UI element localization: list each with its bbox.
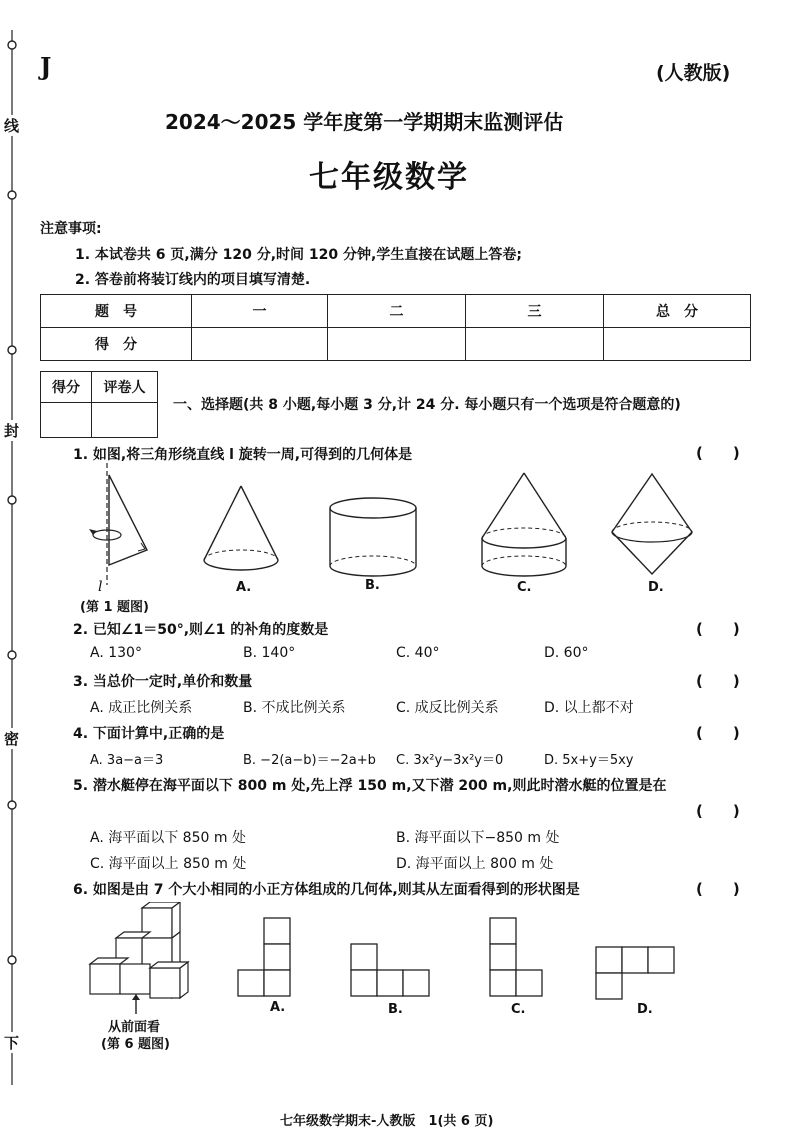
q3-option-b: B. 不成比例关系 [243, 700, 346, 716]
score-cell-3[interactable] [466, 328, 604, 361]
q6-option-b-label: B. [388, 1002, 403, 1017]
q2-option-b: B. 140° [243, 645, 296, 661]
binding-label-down: 下 [4, 1034, 20, 1052]
q6-option-a-shape [236, 916, 296, 1001]
question-5-stem: 5. 潜水艇停在海平面以下 800 m 处,先上浮 150 m,又下潜 200 m,则此时潜水艇的位置是在 [73, 778, 667, 794]
q4-option-a: A. 3a−a＝3 [90, 753, 164, 768]
edition-label: (人教版) [656, 62, 731, 84]
q3-option-d: D. 以上都不对 [544, 700, 634, 716]
q2-option-d: D. 60° [544, 645, 589, 661]
question-3-answer-blank[interactable]: ( ) [696, 672, 740, 690]
grader-box [40, 371, 158, 438]
binding-line [0, 0, 30, 1121]
q1-option-a-label: A. [236, 580, 252, 595]
q1-option-c-cone-on-cylinder [474, 468, 574, 598]
score-row-label: 得 分 [41, 328, 192, 361]
grader-name-label: 评卷人 [92, 372, 158, 403]
q6-figure-caption: (第 6 题图) [101, 1037, 170, 1052]
q6-option-a-label: A. [270, 1000, 286, 1015]
score-header-1: 一 [192, 295, 328, 328]
q4-option-b: B. −2(a−b)＝−2a+b [243, 753, 376, 768]
question-1-answer-blank[interactable]: ( ) [696, 444, 740, 462]
q3-option-a: A. 成正比例关系 [90, 700, 193, 716]
question-1-stem: 1. 如图,将三角形绕直线 l 旋转一周,可得到的几何体是 [73, 447, 413, 463]
q6-option-d-shape [594, 945, 684, 1005]
score-header-3: 三 [466, 295, 604, 328]
score-header-label: 题 号 [41, 295, 192, 328]
q1-option-c-label: C. [517, 580, 532, 595]
binding-label-line: 线 [4, 117, 20, 135]
question-2-stem: 2. 已知∠1＝50°,则∠1 的补角的度数是 [73, 622, 329, 638]
binding-label-secret: 密 [4, 730, 20, 748]
q1-option-d-double-cone [607, 470, 697, 580]
q4-option-c: C. 3x²y−3x²y＝0 [396, 753, 504, 768]
question-5-answer-blank[interactable]: ( ) [696, 802, 740, 820]
section1-title: 一、选择题(共 8 小题,每小题 3 分,计 24 分. 每小题只有一个选项是符合题意的) [173, 397, 681, 413]
binding-label-seal: 封 [4, 422, 20, 440]
notes-heading: 注意事项: [40, 221, 102, 237]
score-header-2: 二 [328, 295, 466, 328]
page-footer: 七年级数学期末-人教版 1(共 6 页) [280, 1114, 494, 1129]
q5-option-a: A. 海平面以下 850 m 处 [90, 830, 246, 846]
q1-axis-label: l [98, 579, 103, 595]
q6-option-c-shape [488, 916, 548, 1001]
question-2-answer-blank[interactable]: ( ) [696, 620, 740, 638]
q1-option-b-label: B. [365, 578, 380, 593]
question-6-answer-blank[interactable]: ( ) [696, 880, 740, 898]
q6-cube-stack-figure [86, 902, 201, 1017]
score-cell-total[interactable] [604, 328, 751, 361]
q2-option-c: C. 40° [396, 645, 440, 661]
note-item-2: 2. 答卷前将装订线内的项目填写清楚. [75, 272, 311, 288]
score-cell-1[interactable] [192, 328, 328, 361]
q6-option-b-shape [349, 942, 439, 1002]
q3-option-c: C. 成反比例关系 [396, 700, 499, 716]
q2-option-a: A. 130° [90, 645, 142, 661]
note-item-1: 1. 本试卷共 6 页,满分 120 分,时间 120 分钟,学生直接在试题上答卷; [75, 247, 522, 263]
q1-option-d-label: D. [648, 580, 664, 595]
q6-option-c-label: C. [511, 1002, 526, 1017]
score-cell-2[interactable] [328, 328, 466, 361]
question-4-stem: 4. 下面计算中,正确的是 [73, 726, 225, 742]
q6-option-d-label: D. [637, 1002, 653, 1017]
question-6-stem: 6. 如图是由 7 个大小相同的小正方体组成的几何体,则其从左面看得到的形状图是 [73, 882, 580, 898]
subject-title: 七年级数学 [309, 160, 469, 195]
q5-option-c: C. 海平面以上 850 m 处 [90, 856, 247, 872]
grader-name-cell[interactable] [92, 403, 158, 438]
q5-option-d: D. 海平面以上 800 m 处 [396, 856, 554, 872]
score-header-total: 总 分 [604, 295, 751, 328]
paper-code: J [40, 52, 52, 81]
grader-score-cell[interactable] [41, 403, 92, 438]
q5-option-b: B. 海平面以下−850 m 处 [396, 830, 560, 846]
question-4-answer-blank[interactable]: ( ) [696, 724, 740, 742]
q6-view-direction-caption: 从前面看 [108, 1020, 161, 1035]
score-table [40, 294, 751, 361]
q4-option-d: D. 5x+y＝5xy [544, 753, 634, 768]
q1-option-a-cone [196, 478, 286, 588]
q1-figure-caption: (第 1 题图) [80, 600, 149, 615]
question-3-stem: 3. 当总价一定时,单价和数量 [73, 674, 253, 690]
q1-triangle-figure [75, 463, 165, 603]
grader-score-label: 得分 [41, 372, 92, 403]
exam-title: 2024～2025 学年度第一学期期末监测评估 [165, 110, 564, 134]
